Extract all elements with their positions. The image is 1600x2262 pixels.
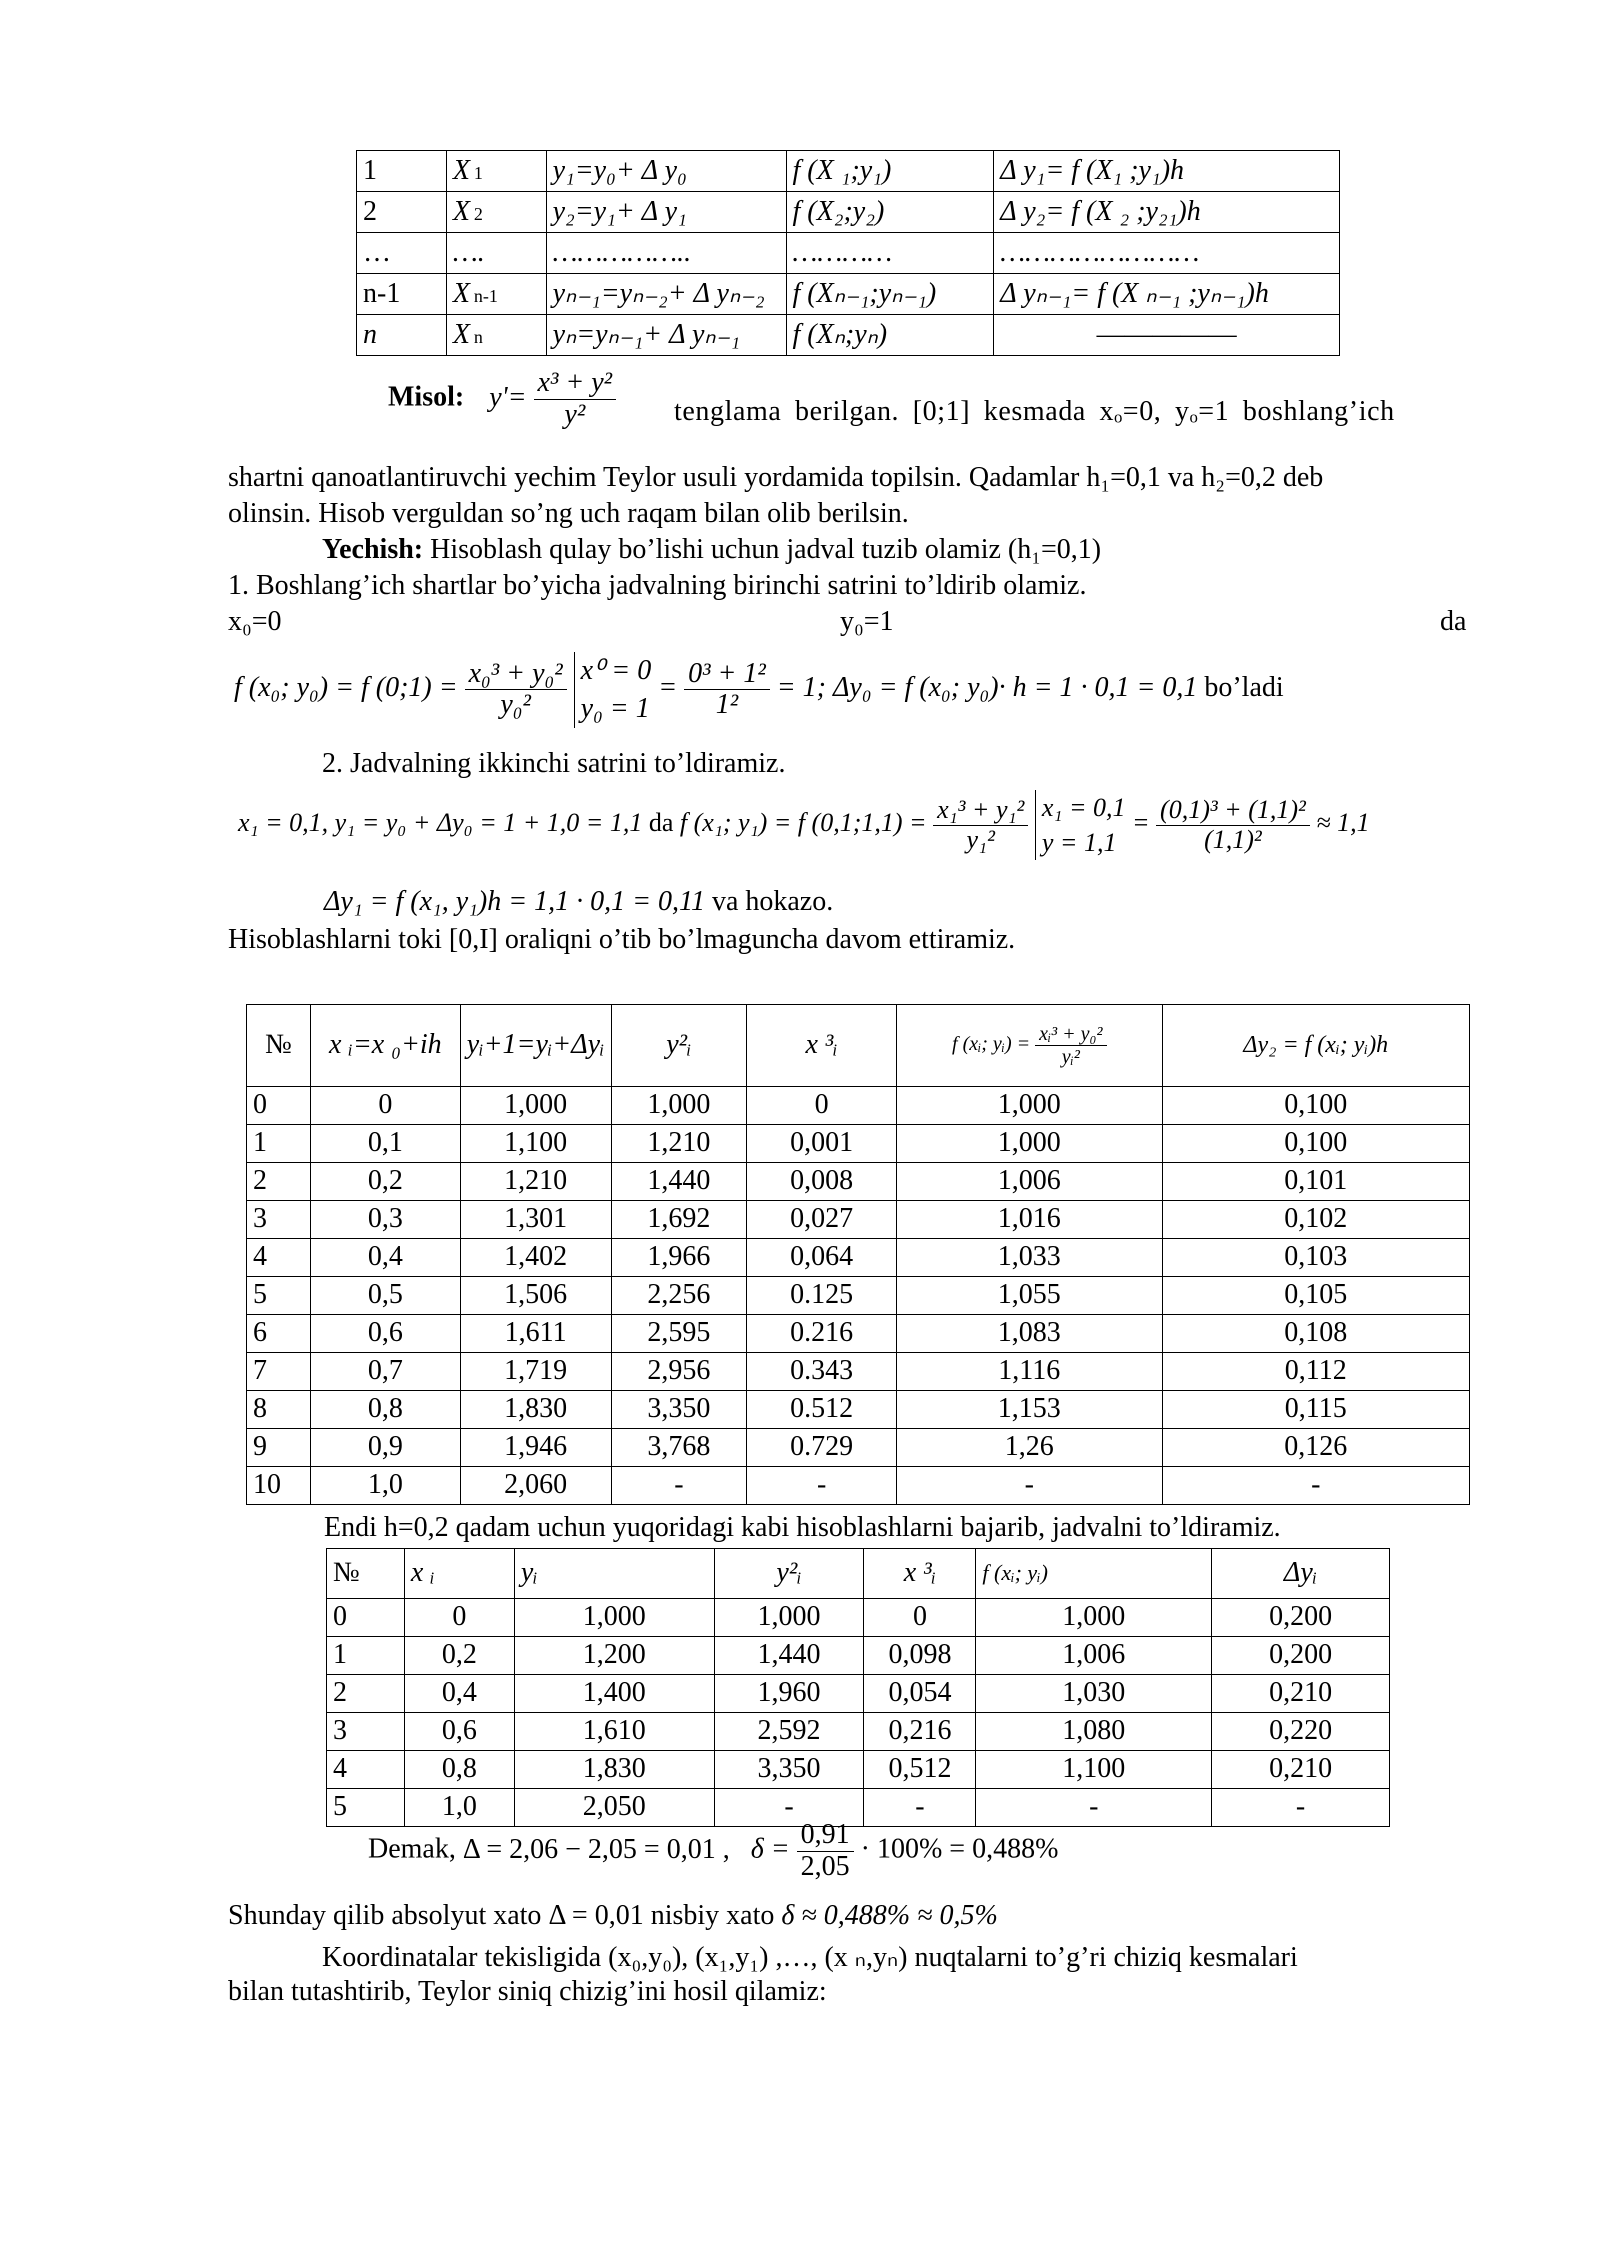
table1-cell: 10 [247, 1467, 311, 1505]
top-cell-n-text: n-1 [363, 277, 401, 309]
demak-fraction [797, 1820, 854, 1883]
eq1-den2: 1² [715, 689, 739, 721]
table-h02 [326, 1548, 1390, 1827]
table1-cell: 1,506 [460, 1277, 611, 1315]
top-cell-x [446, 192, 546, 233]
eq1-mid: = [658, 672, 678, 704]
hisob-text: Hisoblashlarni toki [0,I] oraliqni o’tib bo’lmaguncha davom ettiramiz. [228, 924, 1016, 955]
table1-cell: 0 [747, 1087, 897, 1125]
table1-cell: 1,016 [896, 1201, 1162, 1239]
table1-cell: 0,3 [310, 1201, 460, 1239]
top-cell-x-text: X [452, 154, 470, 186]
misol-text2: shartni qanoatlantiruvchi yechim Teylor usuli yordamida topilsin. Qadamlar h₁=0,1 va h₂=0,2 deb [228, 462, 1324, 493]
step1-text: 1. Boshlang’ich shartlar bo’yicha jadvalning birinchi satrini to’ldirib olamiz. [228, 570, 1087, 601]
table1-row [247, 1163, 1470, 1201]
table1-header-no: № [247, 1005, 311, 1087]
table2-cell: 5 [327, 1789, 405, 1827]
table1-cell: 0.512 [747, 1391, 897, 1429]
top-cell-f [786, 274, 994, 315]
eq1-num2: 0³ + 1² [684, 659, 770, 691]
table2-cell: 1,400 [514, 1675, 714, 1713]
equation-2 [238, 790, 1370, 860]
y0-value: y₀=1 [840, 606, 894, 637]
endi-text: Endi h=0,2 qadam uchun yuqoridagi kabi hisoblashlarni bajarib, jadvalni to’ldiramiz. [324, 1512, 1281, 1543]
table2-cell: 1,100 [976, 1751, 1212, 1789]
table1-header-y2: y²ᵢ [611, 1005, 747, 1087]
eq2-da: da [648, 808, 674, 838]
table1-row [247, 1353, 1470, 1391]
top-cell-f [786, 315, 994, 356]
table1-cell: 1,0 [310, 1467, 460, 1505]
table2-cell: 0,098 [864, 1637, 976, 1675]
yechish-label: Yechish: [322, 534, 424, 565]
eq2-res: ≈ 1,1 [1316, 808, 1370, 838]
table2-cell: 0,4 [404, 1675, 514, 1713]
table2-cell: 0 [404, 1599, 514, 1637]
table2-row [327, 1637, 1390, 1675]
eq2-cond1: x₁ = 0,1 [1041, 793, 1126, 822]
table2-cell: 1,006 [976, 1637, 1212, 1675]
table1-header-delta: Δy₂ = f (xᵢ; yᵢ)h [1162, 1005, 1469, 1087]
table2-cell: 1,830 [514, 1751, 714, 1789]
top-cell-x-sub: n [473, 326, 483, 347]
eq2-num2: (0,1)³ + (1,1)² [1156, 796, 1310, 826]
table1-row [247, 1125, 1470, 1163]
table1-row [247, 1201, 1470, 1239]
top-cell-x-text: X [452, 318, 470, 350]
top-cell-y [546, 192, 786, 233]
top-cell-x-text: …. [452, 236, 485, 268]
table1-header-f [896, 1005, 1162, 1087]
table2-row [327, 1599, 1390, 1637]
table1-cell: 1,966 [611, 1239, 747, 1277]
table2-cell: 1,000 [514, 1599, 714, 1637]
misol-num: x³ + y² [534, 368, 617, 400]
eq1-num: x₀³ + y₀² [465, 659, 567, 691]
top-cell-y [546, 151, 786, 192]
table2-cell: 0,054 [864, 1675, 976, 1713]
table1-cell: 1,830 [460, 1391, 611, 1429]
table2-header-row [327, 1549, 1390, 1599]
table2-header-y: yᵢ [514, 1549, 714, 1599]
top-cell-n [357, 192, 447, 233]
misol-lhs: y'= [489, 381, 527, 413]
top-cell-d [994, 233, 1340, 274]
eq2-den2: (1,1)² [1204, 824, 1262, 854]
yechish-text: Hisoblash qulay bo’lishi uchun jadval tuzib olamiz (h₁=0,1) [430, 534, 1102, 565]
table1-cell: 1,000 [896, 1125, 1162, 1163]
table1-cell: 1,000 [460, 1087, 611, 1125]
eq1-lhs: f (x₀; y₀) = f (0;1) = [234, 672, 458, 704]
table2-cell: 0 [864, 1599, 976, 1637]
top-cell-x-text: X [452, 277, 470, 309]
table1-row [247, 1429, 1470, 1467]
table1-cell: 3 [247, 1201, 311, 1239]
top-cell-y-text: yₙ₋₁=yₙ₋₂+ Δ yₙ₋₂ [552, 277, 765, 309]
shunday-rel: δ ≈ 0,488% ≈ 0,5% [781, 1900, 998, 1931]
table1-cell: 5 [247, 1277, 311, 1315]
table1-cell: 1,100 [460, 1125, 611, 1163]
table1-cell: 0,108 [1162, 1315, 1469, 1353]
table1-cell: 3,768 [611, 1429, 747, 1467]
table2-cell: 0,210 [1212, 1675, 1390, 1713]
table2-cell: 0 [327, 1599, 405, 1637]
demak-num: 0,91 [797, 1820, 854, 1852]
table1-cell: 0,027 [747, 1201, 897, 1239]
table1-cell: 0,9 [310, 1429, 460, 1467]
top-cell-n [357, 274, 447, 315]
table1-row [247, 1239, 1470, 1277]
top-cell-f [786, 233, 994, 274]
top-table-row [357, 315, 1340, 356]
table1-cell: 1,26 [896, 1429, 1162, 1467]
shunday-abs: Δ = 0,01 [548, 1900, 644, 1931]
table1-body [247, 1087, 1470, 1505]
table1-cell: 4 [247, 1239, 311, 1277]
eq2-eq: = [1131, 808, 1150, 838]
misol-line [388, 368, 616, 431]
table2-cell: - [1212, 1789, 1390, 1827]
table1-cell: 1,000 [611, 1087, 747, 1125]
table2-cell: 1,440 [714, 1637, 864, 1675]
table1-cell: 1,440 [611, 1163, 747, 1201]
top-cell-n-text: n [363, 318, 377, 350]
top-cell-d [994, 274, 1340, 315]
table1-cell: 0,064 [747, 1239, 897, 1277]
top-table-row [357, 192, 1340, 233]
misol-text3: olinsin. Hisob verguldan so’ng uch raqam bilan olib berilsin. [228, 498, 909, 529]
top-table-row [357, 274, 1340, 315]
table2-cell: 4 [327, 1751, 405, 1789]
top-cell-x-sub: 1 [473, 162, 483, 183]
misol-fraction [534, 368, 617, 431]
table-h01 [246, 1004, 1470, 1505]
top-cell-x [446, 151, 546, 192]
table1-header-row [247, 1005, 1470, 1087]
top-cell-x [446, 233, 546, 274]
top-cell-f-text: f (Xₙ;yₙ) [792, 318, 888, 350]
table2-cell: 0,512 [864, 1751, 976, 1789]
table2-cell: 1,000 [714, 1599, 864, 1637]
table1-cell: 0,103 [1162, 1239, 1469, 1277]
table2-cell: 1 [327, 1637, 405, 1675]
top-cell-d-text: …………………… [1000, 236, 1200, 268]
table1-cell: 2 [247, 1163, 311, 1201]
table1-cell: 0,100 [1162, 1087, 1469, 1125]
eq2-fraction2 [1156, 796, 1310, 854]
table1-cell: 1,210 [460, 1163, 611, 1201]
table1-cell: 0,7 [310, 1353, 460, 1391]
equation-3 [324, 886, 833, 918]
eq2-lhs: x₁ = 0,1, y₁ = y₀ + Δy₀ = 1 + 1,0 = 1,1 [238, 808, 643, 838]
table2-cell: 1,080 [976, 1713, 1212, 1751]
table1-row [247, 1467, 1470, 1505]
shunday-t1: Shunday qilib absolyut xato [228, 1900, 542, 1931]
eq2-num: x₁³ + y₁² [933, 796, 1028, 826]
step2-text: 2. Jadvalning ikkinchi satrini to’ldiramiz. [322, 748, 786, 779]
top-cell-d-text: Δ y₁= f (X₁ ;y₁)h [1000, 154, 1185, 186]
table1-cell: 0.343 [747, 1353, 897, 1391]
table1-cell: 1,033 [896, 1239, 1162, 1277]
demak-rel-lhs: δ = [750, 1833, 790, 1865]
x0-value: x₀=0 [228, 606, 282, 637]
table2-cell: 1,610 [514, 1713, 714, 1751]
table2-cell: - [864, 1789, 976, 1827]
top-cell-n [357, 233, 447, 274]
eq1-tail: bo’ladi [1204, 672, 1284, 704]
table1-cell: 0,1 [310, 1125, 460, 1163]
table1-cell: 2,595 [611, 1315, 747, 1353]
table1-cell: 1,153 [896, 1391, 1162, 1429]
table1-cell: 0,115 [1162, 1391, 1469, 1429]
top-table-body [357, 151, 1340, 356]
table1-cell: - [611, 1467, 747, 1505]
table2-row [327, 1713, 1390, 1751]
table1-cell: - [747, 1467, 897, 1505]
top-cell-x-sub: n-1 [473, 285, 498, 306]
eq1-rest: = 1; Δy₀ = f (x₀; y₀)· h = 1 · 0,1 = 0,1 [776, 672, 1198, 704]
top-cell-x-sub: 2 [473, 203, 483, 224]
table1-cell: 1,692 [611, 1201, 747, 1239]
table1-cell: 1,301 [460, 1201, 611, 1239]
koord-line2: bilan tutashtirib, Teylor siniq chizig’ini hosil qilamiz: [228, 1976, 827, 2007]
table1-cell: 0.216 [747, 1315, 897, 1353]
table1-cell: 1,719 [460, 1353, 611, 1391]
shunday-line [228, 1900, 998, 1932]
top-cell-y-text: yₙ=yₙ₋₁+ Δ yₙ₋₁ [552, 318, 741, 350]
table1-cell: 0 [310, 1087, 460, 1125]
table2-cell: 0,220 [1212, 1713, 1390, 1751]
table1-row [247, 1391, 1470, 1429]
top-table [356, 150, 1340, 356]
shunday-t2: nisbiy xato [650, 1900, 775, 1931]
table1-cell: 2,256 [611, 1277, 747, 1315]
top-cell-f [786, 192, 994, 233]
table1-header-x: x ᵢ=x ₀+ih [310, 1005, 460, 1087]
eq1-conditions [574, 652, 652, 728]
table1-cell: 0,4 [310, 1239, 460, 1277]
top-cell-y-text: y₁=y₀+ Δ y₀ [552, 154, 687, 186]
table2-cell: 2,050 [514, 1789, 714, 1827]
table1-cell: 1,000 [896, 1087, 1162, 1125]
top-cell-d [994, 315, 1340, 356]
top-cell-y-text: …………….. [552, 236, 692, 268]
eq1-fraction2 [684, 659, 770, 722]
table1-header-y: yᵢ+1=yᵢ+Δyᵢ [460, 1005, 611, 1087]
top-cell-d [994, 151, 1340, 192]
top-cell-n-text: 2 [363, 195, 377, 227]
table1-cell: 0,102 [1162, 1201, 1469, 1239]
table2-header-x: x ᵢ [404, 1549, 514, 1599]
table1-header-x3: x ³ᵢ [747, 1005, 897, 1087]
demak-rest: · 100% = 0,488% [860, 1833, 1059, 1865]
table1-cell: 3,350 [611, 1391, 747, 1429]
table1-cell: 1,611 [460, 1315, 611, 1353]
table1-header-f-fraction [1035, 1023, 1106, 1068]
table2-cell: 1,0 [404, 1789, 514, 1827]
table1-cell: 0,6 [310, 1315, 460, 1353]
table1-cell: 1,402 [460, 1239, 611, 1277]
table1-cell: 0.729 [747, 1429, 897, 1467]
table1-header-f-den: yᵢ² [1061, 1046, 1080, 1068]
top-cell-x [446, 274, 546, 315]
table2-cell: 0,200 [1212, 1637, 1390, 1675]
table2-cell: 1,200 [514, 1637, 714, 1675]
demak-delta: Δ = 2,06 − 2,05 = 0,01 , [462, 1833, 730, 1865]
misol-den: y² [564, 398, 586, 430]
table2-cell: 0,8 [404, 1751, 514, 1789]
table2-header-y2: y²ᵢ [714, 1549, 864, 1599]
top-cell-y [546, 315, 786, 356]
table1-header-f-lhs: f (xᵢ; yᵢ) = [952, 1033, 1031, 1056]
table2-row [327, 1675, 1390, 1713]
top-cell-f-text: f (Xₙ₋₁;yₙ₋₁) [792, 277, 937, 309]
table1-cell: 1,006 [896, 1163, 1162, 1201]
eq3-formula: Δy₁ = f (x₁, y₁)h = 1,1 · 0,1 = 0,11 [324, 886, 705, 917]
top-cell-n-text: 1 [363, 154, 377, 186]
top-cell-n [357, 151, 447, 192]
table1-cell: - [1162, 1467, 1469, 1505]
eq1-cond1: x⁰ = 0 [580, 655, 652, 686]
misol-text1: tenglama berilgan. [0;1] kesmada xₒ=0, yₒ=1 boshlang’ich [674, 396, 1395, 427]
table1-cell: 6 [247, 1315, 311, 1353]
top-table-row [357, 233, 1340, 274]
table1-cell: 0,100 [1162, 1125, 1469, 1163]
eq2-conditions [1035, 790, 1126, 860]
table1-cell: 9 [247, 1429, 311, 1467]
table2-cell: 0,200 [1212, 1599, 1390, 1637]
table1-cell: 1,946 [460, 1429, 611, 1467]
top-cell-n [357, 315, 447, 356]
table1-row [247, 1315, 1470, 1353]
table1-cell: 0,112 [1162, 1353, 1469, 1391]
top-cell-n-text: … [363, 236, 391, 268]
eq1-den: y₀² [500, 689, 531, 721]
table2-cell: 1,000 [976, 1599, 1212, 1637]
eq2-f: f (x₁; y₁) = f (0,1;1,1) = [679, 808, 927, 838]
table1-header-f-num: xᵢ³ + y₀² [1035, 1023, 1106, 1046]
table2-header-no: № [327, 1549, 405, 1599]
table2-header-f: f (xᵢ; yᵢ) [976, 1549, 1212, 1599]
table1-cell: 0,126 [1162, 1429, 1469, 1467]
table1-cell: 1,055 [896, 1277, 1162, 1315]
table1-cell: 1 [247, 1125, 311, 1163]
demak-den: 2,05 [800, 1850, 850, 1882]
table1-cell: 1,210 [611, 1125, 747, 1163]
yechish-line [322, 534, 1101, 566]
eq2-fraction [933, 796, 1028, 854]
table1-cell: 2,060 [460, 1467, 611, 1505]
table1-cell: 0,008 [747, 1163, 897, 1201]
table1-cell: - [896, 1467, 1162, 1505]
table1-cell: 0,8 [310, 1391, 460, 1429]
table2-cell: 0,6 [404, 1713, 514, 1751]
table2-cell: 3,350 [714, 1751, 864, 1789]
table1-cell: 0.125 [747, 1277, 897, 1315]
eq1-fraction [465, 659, 567, 722]
table1-cell: 0,2 [310, 1163, 460, 1201]
top-cell-d-text: ————— [1096, 318, 1237, 350]
eq1-cond2: y₀ = 1 [580, 692, 650, 724]
table1-cell: 1,116 [896, 1353, 1162, 1391]
table1-cell: 7 [247, 1353, 311, 1391]
demak-label: Demak, [368, 1833, 456, 1865]
top-cell-f-text: f (X₂;y₂) [792, 195, 885, 227]
top-cell-f [786, 151, 994, 192]
top-table-row [357, 151, 1340, 192]
top-cell-d-text: Δ y₂= f (X ₂ ;y₂₁)h [1000, 195, 1201, 227]
top-cell-y [546, 274, 786, 315]
equation-1 [234, 652, 1284, 728]
table2-cell: 2 [327, 1675, 405, 1713]
table1-cell: 1,083 [896, 1315, 1162, 1353]
koord-line1: Koordinatalar tekisligida (x₀,y₀), (x₁,y₁) ,…, (x ₙ,yₙ) nuqtalarni to’g’ri chiziq kesmalari [322, 1942, 1298, 1973]
table2-cell: 0,2 [404, 1637, 514, 1675]
eq2-cond2: y = 1,1 [1041, 828, 1117, 858]
table1-cell: 0,5 [310, 1277, 460, 1315]
top-cell-d-text: Δ yₙ₋₁= f (X ₙ₋₁ ;yₙ₋₁)h [1000, 277, 1269, 309]
table1-cell: 0,001 [747, 1125, 897, 1163]
table1-cell: 0,101 [1162, 1163, 1469, 1201]
table1-cell: 2,956 [611, 1353, 747, 1391]
da-word: da [1440, 606, 1467, 637]
table2-cell: - [976, 1789, 1212, 1827]
table1-cell: 0,105 [1162, 1277, 1469, 1315]
table1-row [247, 1087, 1470, 1125]
eq3-tail: va hokazo. [711, 886, 834, 917]
table2-cell: 1,960 [714, 1675, 864, 1713]
top-cell-y-text: y₂=y₁+ Δ y₁ [552, 195, 687, 227]
top-cell-d [994, 192, 1340, 233]
table1-row [247, 1277, 1470, 1315]
table2-cell: 3 [327, 1713, 405, 1751]
table2-cell: 2,592 [714, 1713, 864, 1751]
table2-header-x3: x ³ᵢ [864, 1549, 976, 1599]
eq2-den: y₁² [966, 824, 995, 854]
demak-line [368, 1820, 1058, 1883]
misol-label: Misol: [388, 381, 465, 413]
table2-row [327, 1751, 1390, 1789]
top-cell-y [546, 233, 786, 274]
table2-cell: 0,210 [1212, 1751, 1390, 1789]
table1-cell: 8 [247, 1391, 311, 1429]
table2-body [327, 1599, 1390, 1827]
table1-cell: 0 [247, 1087, 311, 1125]
table2-cell: - [714, 1789, 864, 1827]
top-cell-x-text: X [452, 195, 470, 227]
top-cell-f-text: f (X ₁;y₁) [792, 154, 892, 186]
top-cell-f-text: ………… [792, 236, 893, 268]
top-cell-x [446, 315, 546, 356]
table2-cell: 1,030 [976, 1675, 1212, 1713]
table2-header-delta: Δyᵢ [1212, 1549, 1390, 1599]
table2-cell: 0,216 [864, 1713, 976, 1751]
